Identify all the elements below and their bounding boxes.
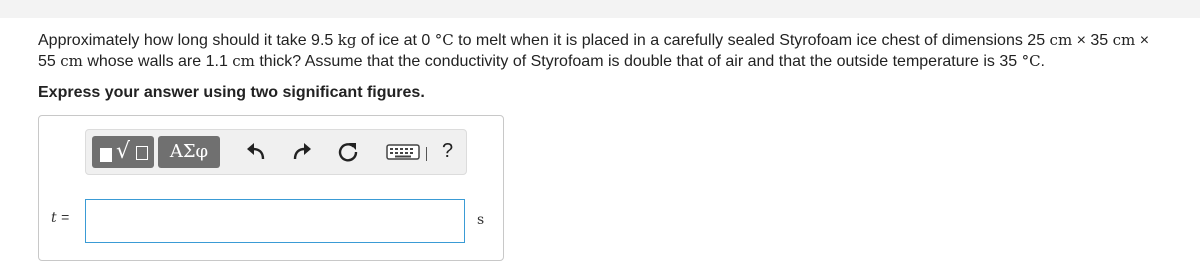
answer-variable-label: t =: [51, 209, 70, 226]
placeholder-square-icon: [136, 146, 148, 160]
answer-unit: s: [477, 212, 485, 228]
question-text: Approximately how long should it take 9.5 kg of ice at 0 °C to melt when it is placed in a carefully sealed Styrofoam ice chest of dimensions 25 cm × 35 cm × 55 cm whose walls are 1.1 cm thick? Assume that the conductivity of Styrofoam is double that of air and that the outside temperature is 35 °C.: [38, 31, 1150, 70]
instruction-text: Express your answer using two significant figures.: [38, 84, 425, 101]
keyboard-icon[interactable]: [386, 143, 420, 161]
top-bar: [0, 0, 1200, 18]
answer-input[interactable]: [85, 199, 465, 243]
symbols-button[interactable]: ΑΣφ: [158, 136, 220, 168]
math-toolbar: [85, 129, 467, 175]
help-button[interactable]: ?: [442, 140, 454, 162]
toolbar-separator: [426, 147, 427, 161]
radical-icon: √: [116, 139, 131, 164]
redo-icon[interactable]: [290, 140, 314, 164]
undo-icon[interactable]: [244, 140, 268, 164]
templates-button[interactable]: [92, 136, 154, 168]
answer-panel: [38, 115, 504, 261]
placeholder-block-icon: [100, 148, 112, 162]
reset-icon[interactable]: [336, 140, 360, 164]
